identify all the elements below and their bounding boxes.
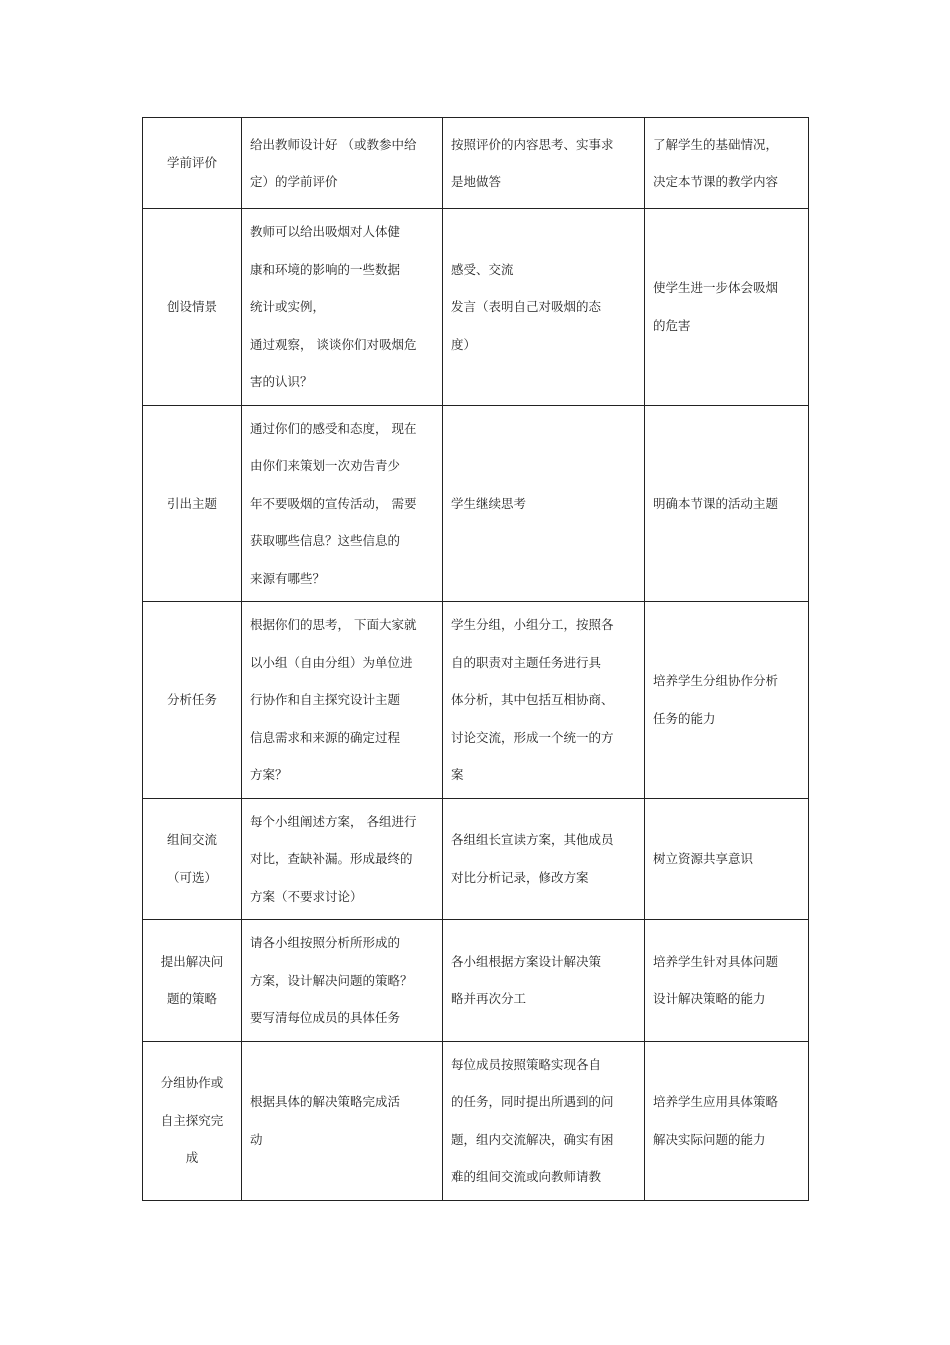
- cell-text-line: 培养学生应用具体策略: [653, 1094, 779, 1109]
- cell-text-line: 信息需求和来源的确定过程: [250, 729, 401, 745]
- cell-text-line: 略并再次分工: [451, 991, 527, 1007]
- stage-cell: [143, 798, 242, 920]
- cell-text-line: 学前评价: [166, 155, 217, 171]
- cell-text-line: 来源有哪些？: [250, 570, 326, 586]
- cell-text-line: 由你们来策划一次劝告青少: [250, 458, 401, 473]
- cell-text-line: 年不要吸烟的宣传活动， 需要: [250, 495, 417, 511]
- stage-cell: [143, 118, 242, 209]
- cell-text-line: 创设情景: [166, 299, 217, 314]
- student-activity-cell: [443, 209, 645, 406]
- student-activity-cell: [443, 118, 645, 209]
- cell-text-line: 动: [250, 1131, 263, 1147]
- cell-text-line: 获取哪些信息？这些信息的: [250, 533, 401, 548]
- teacher-activity-cell: [242, 209, 443, 406]
- cell-text-line: 引出主题: [166, 495, 217, 511]
- teacher-activity-cell: [242, 798, 443, 920]
- stage-cell: [143, 920, 242, 1042]
- cell-text-line: 感受、交流: [451, 261, 514, 277]
- cell-text-line: 请各小组按照分析所形成的: [250, 935, 401, 950]
- cell-text-line: 学生分组，小组分工，按照各: [451, 617, 614, 632]
- teacher-activity-cell: [242, 920, 443, 1042]
- cell-text-line: 分析任务: [166, 692, 217, 707]
- cell-text-line: 通过观察， 谈谈你们对吸烟危: [250, 336, 417, 352]
- cell-text-line: 是地做答: [451, 174, 502, 189]
- cell-text-line: 按照评价的内容思考、实事求: [451, 136, 614, 152]
- cell-text-line: （可选）: [166, 869, 217, 885]
- cell-text-line: 了解学生的基础情况，: [653, 136, 779, 152]
- cell-text-line: 题的策略: [166, 991, 217, 1007]
- cell-text-line: 教师可以给出吸烟对人体健: [250, 224, 401, 239]
- design-intent-cell: [645, 405, 809, 602]
- cell-text-line: 对比分析记录，修改方案: [451, 869, 589, 885]
- teacher-activity-cell: [242, 118, 443, 209]
- cell-text-line: 方案，设计解决问题的策略？: [250, 972, 413, 988]
- stage-cell: [143, 209, 242, 406]
- cell-text-line: 讨论交流，形成一个统一的方: [451, 729, 614, 745]
- cell-text-line: 培养学生分组协作分析: [653, 673, 779, 689]
- lesson-plan-table: [142, 117, 809, 1201]
- design-intent-cell: [645, 602, 809, 799]
- teacher-activity-cell: [242, 405, 443, 602]
- cell-text-line: 案: [451, 767, 464, 782]
- cell-text-line: 各组组长宣读方案，其他成员: [451, 832, 614, 848]
- cell-text-line: 设计解决策略的能力: [653, 991, 766, 1007]
- cell-text-line: 自的职责对主题任务进行具: [451, 654, 602, 670]
- student-activity-cell: [443, 920, 645, 1042]
- cell-text-line: 行协作和自主探究设计主题: [250, 692, 401, 707]
- teacher-activity-cell: [242, 602, 443, 799]
- cell-text-line: 自主探究完: [160, 1112, 224, 1128]
- cell-text-line: 统计或实例，: [250, 299, 326, 314]
- stage-cell: [143, 602, 242, 799]
- table-row: [143, 1041, 809, 1200]
- cell-text-line: 要写清每位成员的具体任务: [250, 1010, 401, 1025]
- cell-text-line: 根据具体的解决策略完成活: [250, 1094, 401, 1109]
- table-row: [143, 405, 809, 602]
- stage-cell: [143, 405, 242, 602]
- cell-text-line: 决定本节课的教学内容: [653, 174, 779, 189]
- cell-text-line: 成: [185, 1150, 199, 1166]
- cell-text-line: 各小组根据方案设计解决策: [451, 953, 602, 969]
- teacher-activity-cell: [242, 1041, 443, 1200]
- cell-text-line: 培养学生针对具体问题: [653, 953, 779, 969]
- cell-text-line: 题，组内交流解决，确实有困: [451, 1131, 614, 1147]
- cell-text-line: 每位成员按照策略实现各自: [451, 1056, 602, 1072]
- cell-text-line: 给出教师设计好 （或教参中给: [250, 136, 417, 152]
- design-intent-cell: [645, 920, 809, 1042]
- cell-text-line: 学生继续思考: [451, 495, 527, 511]
- lesson-plan-body: [143, 118, 809, 1201]
- table-row: [143, 920, 809, 1042]
- cell-text-line: 的任务，同时提出所遇到的问: [451, 1094, 614, 1109]
- cell-text-line: 树立资源共享意识: [653, 851, 754, 866]
- cell-text-line: 害的认识？: [250, 374, 313, 389]
- cell-text-line: 定）的学前评价: [250, 174, 338, 189]
- cell-text-line: 对比，查缺补漏。形成最终的: [250, 851, 413, 866]
- cell-text-line: 方案（不要求讨论）: [250, 888, 363, 904]
- table-row: [143, 118, 809, 209]
- cell-text-line: 发言（表明自己对吸烟的态: [451, 299, 602, 314]
- cell-text-line: 难的组间交流或向教师请教: [451, 1169, 602, 1184]
- cell-text-line: 体分析，其中包括互相协商、: [451, 692, 614, 707]
- cell-text-line: 以小组（自由分组）为单位进: [250, 654, 413, 670]
- student-activity-cell: [443, 405, 645, 602]
- table-row: [143, 602, 809, 799]
- cell-text-line: 每个小组阐述方案， 各组进行: [250, 813, 417, 829]
- cell-text-line: 分组协作或: [160, 1075, 224, 1091]
- cell-text-line: 通过你们的感受和态度， 现在: [250, 420, 417, 436]
- cell-text-line: 明确本节课的活动主题: [653, 495, 779, 511]
- student-activity-cell: [443, 798, 645, 920]
- cell-text-line: 任务的能力: [653, 710, 716, 726]
- table-row: [143, 798, 809, 920]
- student-activity-cell: [443, 1041, 645, 1200]
- cell-text-line: 提出解决问: [160, 953, 224, 969]
- cell-text-line: 组间交流: [166, 832, 217, 848]
- design-intent-cell: [645, 209, 809, 406]
- table-row: [143, 209, 809, 406]
- design-intent-cell: [645, 798, 809, 920]
- cell-text-line: 方案？: [250, 767, 288, 782]
- design-intent-cell: [645, 1041, 809, 1200]
- design-intent-cell: [645, 118, 809, 209]
- cell-text-line: 根据你们的思考， 下面大家就: [250, 617, 417, 632]
- student-activity-cell: [443, 602, 645, 799]
- cell-text-line: 康和环境的影响的一些数据: [250, 261, 401, 277]
- cell-text-line: 使学生进一步体会吸烟: [653, 280, 779, 296]
- cell-text-line: 解决实际问题的能力: [653, 1131, 766, 1147]
- cell-text-line: 的危害: [653, 317, 691, 333]
- stage-cell: [143, 1041, 242, 1200]
- cell-text-line: 度）: [451, 336, 477, 352]
